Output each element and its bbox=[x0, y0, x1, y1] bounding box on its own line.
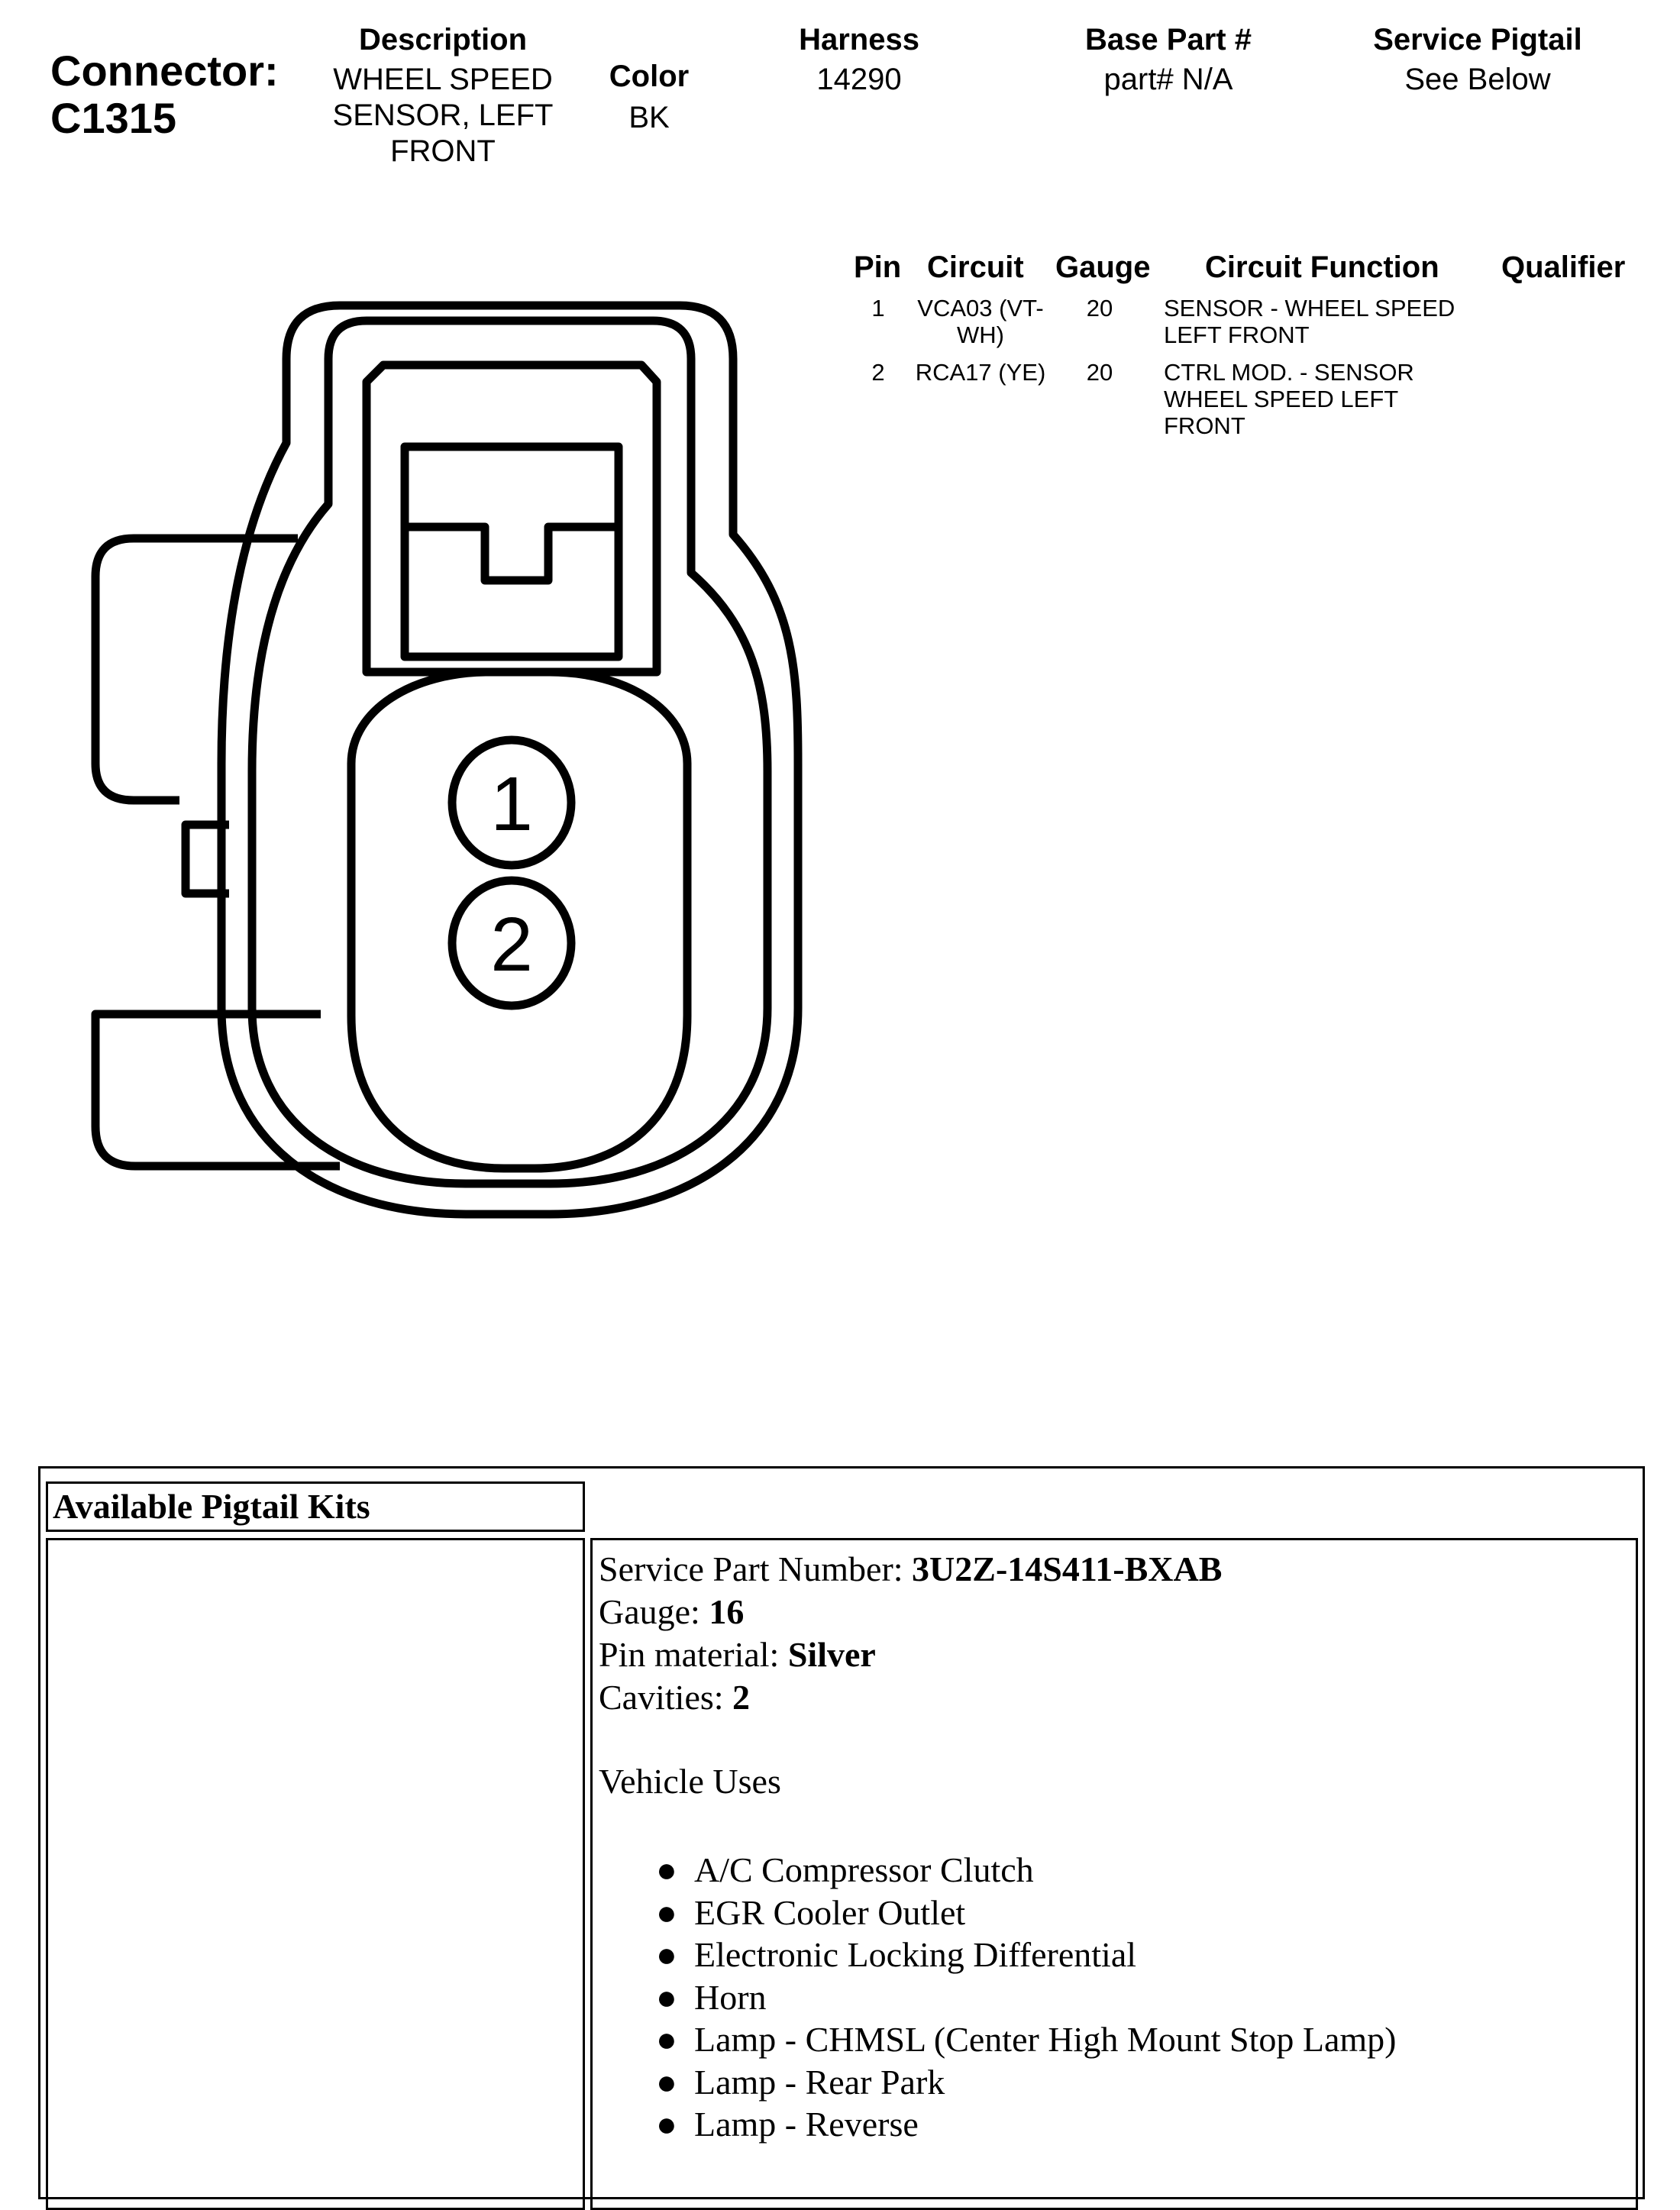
pin-number: 2 bbox=[871, 359, 885, 386]
latch-window bbox=[367, 365, 657, 672]
pin-number: 1 bbox=[871, 295, 885, 321]
upper-latch-tab bbox=[95, 538, 298, 800]
gauge-cell: 20 bbox=[1086, 359, 1113, 386]
bullet-icon: ● bbox=[656, 1892, 677, 1932]
list-item: ● Lamp - Reverse bbox=[694, 2103, 1630, 2146]
pin-2-label: 2 bbox=[490, 902, 533, 987]
connector-face-diagram bbox=[0, 0, 840, 1298]
cavities-label: Cavities: bbox=[599, 1678, 733, 1717]
service-part-number: 3U2Z-14S411-BXAB bbox=[912, 1549, 1223, 1588]
list-item: ● Lamp - CHMSL (Center High Mount Stop Lamp) bbox=[694, 2018, 1630, 2061]
connector-id: C1315 bbox=[50, 94, 177, 142]
pin-header: Pin bbox=[854, 250, 902, 284]
pin-material-line bbox=[599, 1633, 1630, 1676]
list-item: ● Horn bbox=[694, 1976, 1630, 2019]
pin-1-label: 1 bbox=[490, 761, 533, 847]
circuit-cell: RCA17 (YE) bbox=[915, 359, 1046, 386]
pigtail-details-cell bbox=[590, 1538, 1638, 2210]
qualifier-header: Qualifier bbox=[1501, 250, 1626, 284]
pin-material-label: Pin material: bbox=[599, 1635, 788, 1674]
lower-latch-tab bbox=[95, 1014, 340, 1166]
service-part-line bbox=[599, 1548, 1630, 1591]
service-pigtail-label: Service Pigtail bbox=[1373, 23, 1582, 57]
description-value: WHEEL SPEED SENSOR, LEFT FRONT bbox=[332, 63, 554, 168]
list-item: ● Lamp - Rear Park bbox=[694, 2061, 1630, 2104]
bullet-icon: ● bbox=[656, 2105, 677, 2144]
bullet-icon: ● bbox=[656, 1977, 677, 2017]
gauge-line bbox=[599, 1591, 1630, 1633]
color-value: BK bbox=[628, 101, 670, 134]
table-row bbox=[840, 359, 1649, 443]
bullet-icon: ● bbox=[656, 2062, 677, 2102]
service-pigtail-column bbox=[1344, 23, 1611, 98]
bullet-icon: ● bbox=[656, 1850, 677, 1889]
vehicle-uses-heading: Vehicle Uses bbox=[599, 1762, 781, 1801]
service-pigtail-value: See Below bbox=[1404, 63, 1551, 96]
harness-value: 14290 bbox=[816, 63, 902, 96]
table-row bbox=[840, 295, 1649, 356]
pin-table bbox=[840, 250, 1649, 449]
connector-label: Connector: bbox=[50, 47, 279, 95]
list-item: ● EGR Cooler Outlet bbox=[694, 1892, 1630, 1934]
circuit-header: Circuit bbox=[927, 250, 1024, 284]
latch-notch bbox=[405, 527, 619, 580]
function-cell: SENSOR - WHEEL SPEED LEFT FRONT bbox=[1164, 295, 1455, 348]
service-part-label: Service Part Number: bbox=[599, 1549, 913, 1588]
function-header: Circuit Function bbox=[1205, 250, 1439, 284]
color-label: Color bbox=[609, 60, 690, 93]
list-item: ● A/C Compressor Clutch bbox=[694, 1849, 1630, 1892]
base-part-column bbox=[1054, 23, 1283, 98]
outer-shell bbox=[221, 305, 798, 1214]
latch-slot bbox=[405, 447, 619, 657]
cavities-value: 2 bbox=[732, 1678, 751, 1717]
base-part-value: part# N/A bbox=[1103, 63, 1233, 96]
circuit-cell: VCA03 (VT-WH) bbox=[917, 295, 1044, 348]
gauge-header: Gauge bbox=[1055, 250, 1151, 284]
description-label: Description bbox=[358, 23, 528, 57]
bullet-icon: ● bbox=[656, 2020, 677, 2059]
vehicle-uses-list bbox=[599, 1849, 1630, 2146]
bullet-icon: ● bbox=[656, 1935, 677, 1974]
pin-material-value: Silver bbox=[787, 1635, 876, 1674]
function-cell: CTRL MOD. - SENSOR WHEEL SPEED LEFT FRONT bbox=[1164, 359, 1414, 439]
pigtail-kits-title: Available Pigtail Kits bbox=[53, 1487, 370, 1526]
gauge-cell: 20 bbox=[1086, 295, 1113, 321]
gauge-label: Gauge: bbox=[599, 1592, 709, 1631]
gauge-value: 16 bbox=[709, 1592, 745, 1631]
cavities-line bbox=[599, 1676, 1630, 1719]
pigtail-kits-title-cell bbox=[46, 1481, 585, 1532]
harness-label: Harness bbox=[799, 23, 919, 57]
base-part-label: Base Part # bbox=[1085, 23, 1252, 57]
list-item: ● Electronic Locking Differential bbox=[694, 1934, 1630, 1976]
pigtail-image-cell bbox=[46, 1538, 585, 2210]
